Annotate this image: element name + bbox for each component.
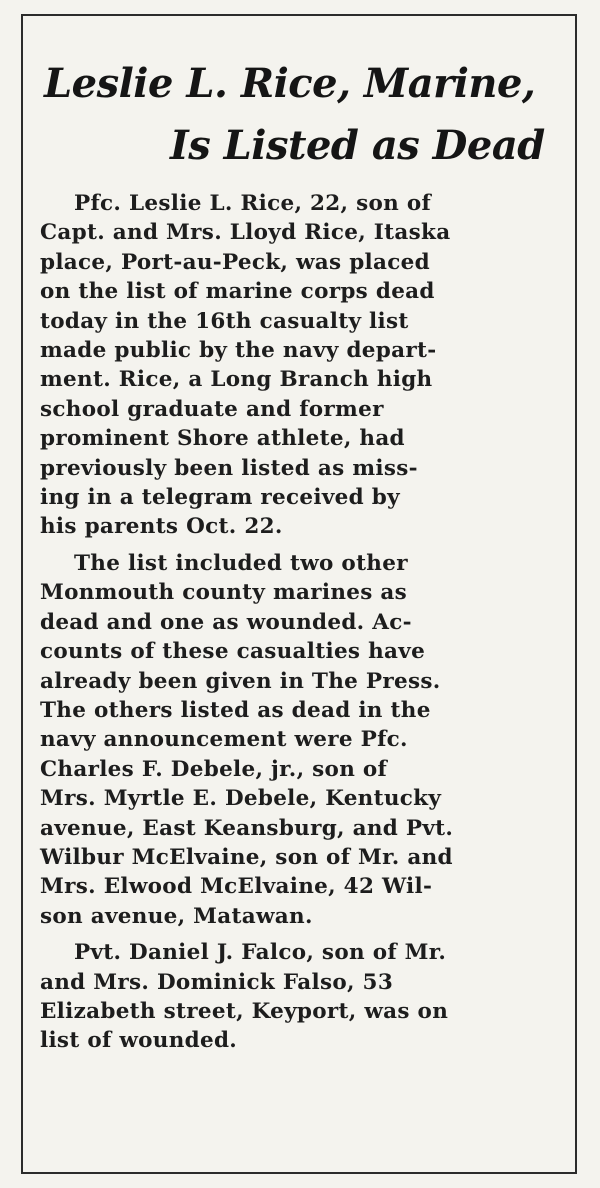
article-body [40, 189, 560, 1056]
headline-line-1: Leslie L. Rice, Marine, [44, 60, 536, 107]
headline-line-2: Is Listed as Dead [170, 122, 545, 169]
paragraph-3: Pvt. Daniel J. Falco, son of Mr. and Mrs. Dominick Falso, 53 Elizabeth street, Keyport, was on list of wounded. [40, 940, 449, 1054]
paragraph-1: Pfc. Leslie L. Rice, 22, son of Capt. and Mrs. Lloyd Rice, Itaska place, Port-au-Peck, was placed on the list of marine corps dead today in the 16th casualty list made public by the navy depart- ment. Rice, a Long Branch high school graduate and former prominent Shore athlete, had previously been listed as miss- ing in a telegram received by his parents Oct. 22. [40, 191, 451, 540]
paragraph-2: The list included two other Monmouth county marines as dead and one as wounded. Ac- counts of these casualties have already been given in The Press. The others listed as dead in the navy announcement were Pfc. Charles F. Debele, jr., son of Mrs. Myrtle E. Debele, Kentucky avenue, East Keansburg, and Pvt. Wilbur McElvaine, son of Mr. and Mrs. Elwood McElvaine, 42 Wil- son avenue, Matawan. [40, 550, 454, 929]
